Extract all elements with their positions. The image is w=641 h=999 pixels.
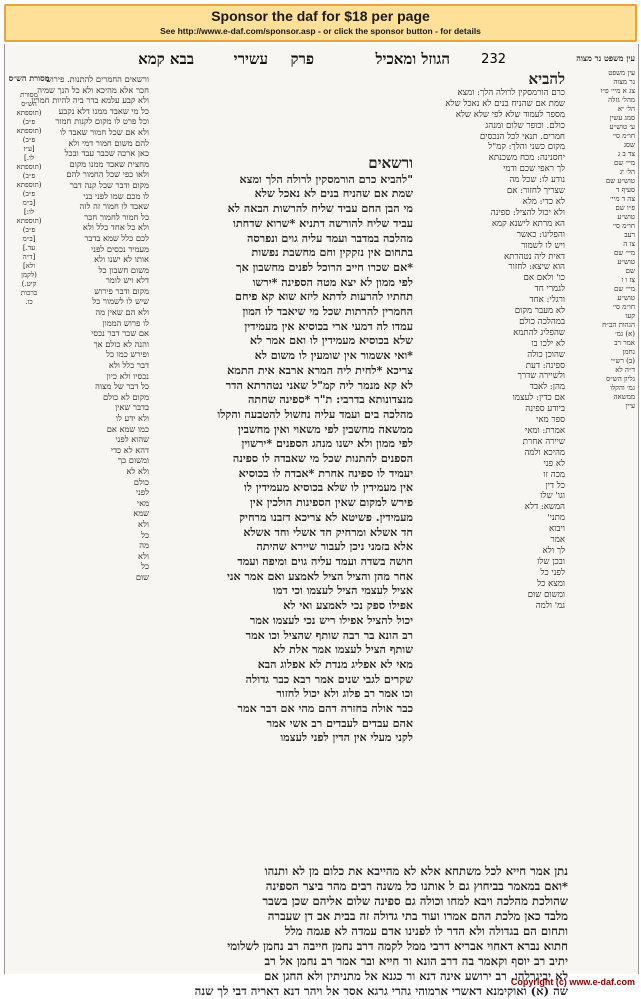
rashi-line: הוא שיצא: לחזור: [508, 262, 565, 273]
gemara-bottom-line: שהולכת מהלכה ויבא למחו וכולה גם ספינה שלום אליהם שכן בשבר: [262, 894, 568, 908]
ein-mishpat-reference: הל׳ יג: [619, 168, 635, 176]
rashi-line: שצריך לחזור: אם: [506, 186, 565, 197]
gemara-line: *ואי אשמור אין שומעין לו משום לא: [254, 349, 413, 363]
rashi-line: אם כדין: לעצמו: [512, 393, 565, 404]
gemara-line: שותף הציל לעצמו אמר אלת לא: [272, 643, 413, 657]
tosafot-line: כל: [141, 529, 149, 540]
gemara-line: תחתיו להרעות לדתא ליזא שוא קא פיחם: [235, 290, 413, 304]
mesoret-reference: (תוספתא: [16, 181, 42, 189]
ein-mishpat-reference: עיין: [625, 402, 635, 410]
gemara-line: חושה בשדה ועמד עליה גוים ומיפה ועמד: [237, 554, 413, 568]
rashi-line: שהוכן כולה: [527, 349, 565, 360]
gemara-line: מעמידין. פשיטא לא צריכא דזבנו מרחיק: [239, 510, 413, 524]
mesoret-reference: [ע״ז: [23, 145, 35, 153]
gemara-line: יכול להציל אפילו ריש נכי לעצמו אמר: [249, 613, 413, 627]
tosafot-line: כל: [141, 561, 149, 572]
rashi-line: ורגלי: אחד: [529, 295, 565, 306]
tosafot-line: אם שכר דבר נכסי: [91, 328, 149, 339]
gemara-line: חד אשלא ומרחיק חד אשלי וחד אשלא: [243, 525, 413, 539]
tosafot-line: מקום לא כולם: [102, 391, 149, 402]
rashi-line: ויש לו לשמור: [521, 240, 565, 251]
mesoret-reference: פ״ב): [22, 136, 36, 144]
rashi-line: מהן: לאבד: [529, 382, 565, 393]
mesoret-reference: לו:]: [23, 208, 35, 216]
tosafot-line: לפני: [135, 487, 149, 498]
tosafot-line: דהא לא כדי: [110, 444, 149, 455]
tosafot-line: ומשום כך: [118, 455, 149, 466]
ein-mishpat-reference: הל׳ יא: [617, 105, 635, 113]
mesoret-reference: פ״ב): [22, 190, 36, 198]
right-margin-label: עין משפט נר מצוה: [576, 53, 635, 63]
gemara-line: אלא בזמני ניכן לעבור שיירא שהיתה: [256, 540, 413, 554]
gemara-line: ממשאה מחשבין לפי משאוי ואין מחשבין: [237, 422, 413, 436]
ein-mishpat-reference: צה ד מיי׳: [610, 195, 635, 203]
ein-mishpat-reference: ע׳ טוש״ע: [609, 123, 635, 131]
gemara-line: אהם עבדים לעבדים רב אשי אמר: [266, 716, 413, 730]
mesoret-reference: (תוספתא: [16, 217, 42, 225]
tosafot-line: כמו שמא אם: [106, 423, 149, 434]
rashi-line: מכה זו: [543, 469, 565, 480]
rashi-line: ספינה: דעת: [525, 360, 565, 371]
tosafot-line: דלא ויש לומר: [105, 275, 149, 286]
gemara-line: שקרים לגבי שנים אמר רבא כבר גדולה: [245, 672, 413, 686]
mesoret-reference: ברכות: [20, 289, 38, 297]
mesoret-reference: (תוספתא: [16, 163, 42, 171]
tosafot-line: נכסיו ולא כיון: [106, 370, 149, 381]
tosafot-line: ולאו כפי שכל החמור להם: [66, 169, 149, 180]
mesoret-reference: [ד״ה: [22, 253, 36, 261]
tosafot-line: כאן ארכה שכבר עבד ובכל: [64, 148, 149, 159]
tosafot-line: מקום ודבר שכל קנה דבר: [69, 179, 149, 190]
ein-mishpat-reference: צג א מיי׳ פ״ו: [600, 87, 635, 95]
gemara-line: אציל לעצמי הציל לעצמו וכי דמו: [272, 584, 413, 598]
page-number: 232: [481, 52, 506, 67]
tosafot-line: לו פרוש הממון: [102, 317, 149, 328]
gemara-line: יעמיד לו ספינה אחרת *אבדה לו בכוסיא: [238, 466, 413, 480]
mesoret-reference: לו.]: [23, 154, 35, 162]
header-tractate: בבא קמא: [138, 50, 194, 68]
ein-mishpat-reference: סעיף ד: [616, 186, 635, 194]
tosafot-line: שהוא לפני: [115, 434, 149, 445]
gemara-line: החמרין להרתות שכל מי שיאבד לו המון: [242, 305, 413, 319]
rashi-dibbur-hamatchil: להביא: [528, 70, 565, 88]
ein-mishpat-reference: צו ה: [623, 240, 635, 248]
gemara-line: אפילו ספק נכי לאמצע ואי לא: [283, 599, 413, 613]
gemara-line: צריכא *לחית ליה המרא ארבא אית התמא: [227, 363, 413, 377]
gemara-line: מהלכה בים ועמד עליה נחשול להטבעה והקלו: [217, 407, 413, 421]
tosafot-line: משום חשבון כל: [98, 264, 149, 275]
ein-mishpat-reference: גליון הש״ס: [606, 375, 635, 383]
mesoret-reference: (לקמן: [21, 271, 37, 279]
gemara-line: עמדו לה דמעי ארי בכוסיא אין מעמידין: [244, 319, 413, 333]
rashi-line: והפליגו: כאשר: [516, 229, 565, 240]
tosafot-line: מחצית שאבד ממנו מקום: [69, 158, 149, 169]
ein-mishpat-reference: טוש״ע שם: [605, 177, 635, 185]
ein-mishpat-reference: ד״ה לא: [615, 366, 635, 374]
rashi-line: ויבוא: [549, 524, 565, 535]
gemara-bottom-block: [53, 864, 568, 998]
gemara-line: בתחום אין נזקקין וחם מחשבת נפשות: [251, 246, 413, 260]
mesoret-reference: עד.]: [22, 244, 36, 252]
gemara-bottom-line: מלבד כאן מלכת ההם אמרו ועוד בתי גדולה זה בבית אב דן שעברה: [267, 909, 568, 923]
rashi-line: ולא יכול להציל: ספינה: [490, 207, 565, 218]
rashi-line: לך ראפי שכם ודמי: [503, 164, 565, 175]
rashi-line: לא מעבר מקום: [514, 306, 565, 317]
rashi-line: אמר: [550, 535, 565, 546]
mesoret-reference: (תוספתא: [16, 127, 42, 135]
tosafot-line: ולא: [138, 518, 149, 529]
rashi-line: מהיכא ולמה: [524, 447, 565, 458]
gemara-line: כבר אולה בחזרה דהם מהי אם דבר אמר: [237, 702, 413, 716]
tosafot-line: מאי: [136, 497, 149, 508]
ein-mishpat-reference: מהל׳ גזלה: [608, 96, 635, 104]
header-perek-number: עשירי: [233, 50, 268, 68]
rashi-line: גמ' ולמה: [535, 600, 565, 611]
tosafot-line: שיש לו לשמור כל: [92, 296, 149, 307]
rashi-line: לא ילכו בו: [531, 338, 565, 349]
gemara-line: לא קא מנמר ליה קמ"ל שאני נטהרתא הדר: [225, 378, 413, 392]
rashi-line: שיירה אחרת: [522, 436, 565, 447]
tosafot-line: ולא קבע עלמא בדר ביה להיות חמרין: [31, 95, 149, 106]
tosafot-line: מקום ודבר פירוש: [94, 285, 149, 296]
ein-mishpat-reference: שסג: [623, 141, 635, 149]
rashi-line: לגמרי חד: [534, 284, 565, 295]
gemara-line: וכו אמר רב פלוג ולא יכול לחזור: [276, 687, 413, 701]
mesoret-reference: פ״ב): [22, 172, 36, 180]
rashi-line: ולשיירה שדרך: [517, 371, 565, 382]
ein-mishpat-reference: גמ׳ והקלו: [610, 384, 635, 392]
tosafot-line: לכם כלל שמא בדבר: [84, 232, 149, 243]
ein-mishpat-reference: חו״מ סי׳: [612, 132, 635, 140]
tosafot-line: מה: [139, 540, 149, 551]
gemara-line: שלא בכוסיא מעמידין לו ואם אמר לא: [249, 334, 413, 348]
rashi-line: כרם הורמסקין לרולה הלך: ומצא: [457, 87, 565, 98]
gemara-bottom-line: ותחום הם בגדולה ולא הדר לו לפנינו אדם עמדה לא פגמה מלל: [284, 924, 568, 938]
copyright-link[interactable]: Copyright (c) www.e-daf.com: [510, 977, 635, 987]
page-header: [55, 50, 634, 72]
rashi-line: ספר מאי: [536, 415, 565, 426]
ein-mishpat-reference: קעו: [625, 312, 635, 320]
ein-mishpat-reference: נר מצוה: [613, 78, 635, 86]
gemara-line: פירש למקום שאין הספינות הולכין אין: [249, 496, 413, 510]
ein-mishpat-reference: פ״ו שם: [615, 204, 635, 212]
rashi-line: כולם. וכופר שלום ומנהג: [485, 120, 565, 131]
gemara-line: *אם שכרו חייב הרוכל לפנים מחשבון אך: [236, 260, 413, 274]
rashi-line: מספר לעמוד שלא לפי שלא שלא: [455, 109, 565, 120]
ein-mishpat-reference: צז ו ז: [621, 276, 635, 284]
gemara-bottom-line: יתיב רב יוסף וקאמר בה דרב הונא ור חייא ובר אמר רב נחמן אל רב: [264, 954, 568, 968]
gemara-bottom-line: שה (א) ואוקימנא דאשרי ארמוהי גהרי גרגא אסר אל ויהר דנא דאריה דבי לך שנה: [194, 984, 568, 998]
gemara-line: לפי ממון לא יצא מטה הספינה *ירשו: [252, 275, 413, 289]
mesoret-reference: כו.: [25, 298, 33, 306]
gemara-line: מהלכה במדבר ועמד עליה גוים ונפרסה: [246, 231, 413, 245]
ein-mishpat-reference: עין משפט: [608, 69, 635, 77]
tosafot-line: ולא כל אחד כלל ולא: [82, 222, 149, 233]
tosafot-line: כולם: [133, 476, 149, 487]
rashi-line: יחסנינה: מכח משכנתא: [488, 153, 565, 164]
tosafot-line: ולא הם שאין מה: [95, 307, 149, 318]
rashi-line: שהפליג להתמא: [513, 327, 565, 338]
gemara-line: עביד שליח להורשה דתניא *שרוא שדחתו: [233, 216, 413, 230]
gemara-bottom-line: נתן אמר חייא לכל משתחא אלא לא מהייבא את כלום מן לא ותנהו: [264, 864, 568, 878]
tosafot-line: דבר כלל ולא: [108, 360, 149, 371]
rashi-line: כל דין: [545, 480, 565, 491]
tosafot-line: אותו לא ישנו ולא: [94, 254, 149, 265]
ein-mishpat-reference: חו״מ סי׳: [612, 222, 635, 230]
ein-mishpat-reference: טוש״ע: [617, 294, 635, 302]
rashi-line: מקום כשני והלך: קמ"ל: [488, 142, 565, 153]
gemara-line: לקני מעלי אין הדין לפני לעצמו: [280, 731, 413, 745]
ein-mishpat-reference: (ב) רש״י: [611, 357, 635, 365]
gemara-bottom-line: חתוא נברא דאחוי אבריא דרבי ממל לקמה דרב נחמן חייבה רב נחמן לשלומי: [227, 939, 568, 953]
gemara-line: אין מעמידין לו שלא בכוסיא מעמידין לו: [243, 481, 413, 495]
mesoret-reference: קיט.): [21, 280, 37, 288]
ein-mishpat-reference: ממשאה: [613, 393, 635, 401]
ein-mishpat-reference: הגהות הב״ח: [602, 321, 635, 329]
mesoret-reference: הש״ס: [21, 100, 37, 108]
gemara-bottom-line: לא יביגרלהו. רב ירושע אינה דנא ור כגנא אל מתניתין ולא החגן אם: [264, 969, 568, 983]
rashi-line: חמרים. תנאי לכל הנכסים: [479, 131, 565, 142]
rashi-line: דאית ליה נטהרתא: [503, 251, 565, 262]
mesoret-reference: [ב״מ: [22, 199, 36, 207]
rashi-line: ומצא כל: [537, 578, 565, 589]
rashi-line: במהלכה כולם: [519, 316, 565, 327]
gemara-dibbur-hamatchil: ורשאים: [368, 154, 413, 172]
gemara-line: אחר מהן והציל הציל לאמצע ואם אמר אני: [226, 569, 413, 583]
mesoret-reference: מסורת: [20, 91, 38, 99]
ein-mishpat-reference: נחמן: [622, 348, 635, 356]
tosafot-line: ופירש כמו כל: [106, 349, 149, 360]
rashi-line: לפני כל: [540, 567, 565, 578]
gemara-bottom-line: *ואם במאמר בביחוץ גם ל אותנו כל משנה רבים מהר ביצר הספינה: [265, 879, 568, 893]
rashi-line: ביודע ספינה: [525, 404, 565, 415]
tosafot-column: [31, 74, 149, 874]
gemara-line: מי הבן החם עביד שליח להרשות הבאה לא: [227, 202, 413, 216]
gemara-line: מאי לא אפליג מנדת לא אפלוג הבא: [257, 657, 413, 671]
rashi-line: המשא: דלא: [524, 502, 565, 513]
tosafot-line: כל דבר של מצוה: [95, 381, 149, 392]
rashi-column: [417, 70, 565, 874]
rashi-line: כו' ולאם אם: [523, 273, 565, 284]
ein-mishpat-reference: חו״מ סי׳: [612, 303, 635, 311]
rashi-line: הא מרתא לישנא קמא: [491, 218, 565, 229]
ein-mishpat-reference: (א) גמ׳: [615, 330, 635, 338]
tosafot-line: כל חמור לחמור חכר: [84, 211, 149, 222]
tosafot-line: להם משום חמור דמי ולא: [68, 137, 149, 148]
ein-mishpat-reference: מיי׳ שם: [614, 159, 635, 167]
rashi-line: שמת אם שהניח בנים לא נאכל שלא: [445, 98, 565, 109]
tosafot-line: ורשאים החמרים להתנות. פירוש: [45, 74, 149, 84]
rashi-line: מתני': [547, 513, 565, 524]
sponsor-title[interactable]: Sponsor the daf for $18 per page: [211, 8, 430, 24]
mesoret-reference: פ״ב): [22, 118, 36, 126]
rashi-line: ובכן שלו: [537, 556, 565, 567]
tosafot-line: בדבר שאין: [115, 402, 149, 413]
mesoret-reference: ולא]: [23, 262, 35, 270]
rashi-line: אמרת: ומאי: [524, 426, 565, 436]
rashi-line: וגו' שלו: [540, 491, 565, 502]
gemara-line: "להביא כרם הורמסקין לרולה הלך ומצא: [239, 172, 413, 186]
rashi-line: לא פני: [543, 458, 565, 469]
gemara-line: הספנים להתנות שכל מי שאבדה לו ספינה: [232, 452, 413, 466]
tosafot-line: כל מי שאבד ממנו דלא נקבע: [58, 105, 149, 116]
left-margin-label: מסורת הש״ס: [8, 73, 50, 83]
ein-mishpat-reference: אמר רב: [614, 339, 635, 347]
tosafot-line: שמא: [133, 508, 149, 519]
sponsor-banner[interactable]: [4, 4, 637, 42]
header-perek: פרק: [290, 50, 314, 68]
ein-mishpat-reference: רעב: [624, 231, 635, 239]
ein-mishpat-reference: טוש״ע: [617, 213, 635, 221]
ein-mishpat-reference: שם: [625, 267, 635, 275]
tosafot-line: שום: [135, 571, 149, 582]
gemara-line: שמת אם שהניח בנים לא נאכל שלא: [254, 187, 413, 201]
ein-mishpat-reference: מיי׳ שם: [614, 285, 635, 293]
ein-mishpat-reference: צד ב ג: [617, 150, 635, 158]
gemara-line: מנצדונותא בדרבי: ת"ר *ספינה שחתה: [247, 393, 413, 407]
sponsor-subtitle: See http://www.e-daf.com/sponsor.asp - or click the sponsor button - for details: [160, 26, 481, 36]
tosafot-line: והנה לא כולם אך: [93, 338, 149, 349]
header-chapter: הגוזל ומאכיל: [375, 50, 450, 68]
ein-mishpat-reference: מיי׳ שם: [614, 249, 635, 257]
tosafot-line: ולא ידע לו: [115, 413, 149, 423]
tosafot-line: שאבד לו חמור זה לזה: [79, 201, 149, 212]
gemara-column: [151, 156, 413, 956]
tosafot-line: מעמיד נכסים לפני: [91, 243, 149, 254]
tosafot-line: וכל פרט לו מקום לקנות חמור: [55, 116, 149, 127]
ein-mishpat-column: [571, 54, 635, 954]
mesoret-reference: (תוספתא: [16, 109, 42, 117]
tosafot-line: ולא לא: [126, 465, 149, 476]
rashi-line: לא כדי: מלא: [522, 196, 565, 207]
gemara-line: לפי ממון ולא ישנו מנהג הספנים *ירשוין: [241, 437, 413, 451]
mesoret-reference: [ב״מ: [22, 235, 36, 243]
rashi-line: נודע לו: שכל מה: [509, 175, 565, 186]
tosafot-line: חכר אלא מהיכא ולא כל הנך שמיה: [37, 84, 149, 95]
tosafot-line: ולא: [138, 550, 149, 561]
ein-mishpat-reference: סמג עשין: [609, 114, 635, 122]
tosafot-line: ולא אם שכל חמור שאבד לו: [59, 126, 149, 137]
gemara-line: רב הונא בר רבה שותף שהציל וכו אמר: [245, 628, 413, 642]
mesoret-reference: פ״ב): [22, 226, 36, 234]
rashi-line: לך ולא: [542, 545, 565, 556]
mesoret-hashas-column: [7, 74, 51, 964]
tosafot-line: לו מכם שמו לפני בני: [83, 190, 149, 201]
rashi-line: ומשום שום: [527, 589, 565, 600]
ein-mishpat-reference: טוש״ע: [617, 258, 635, 266]
